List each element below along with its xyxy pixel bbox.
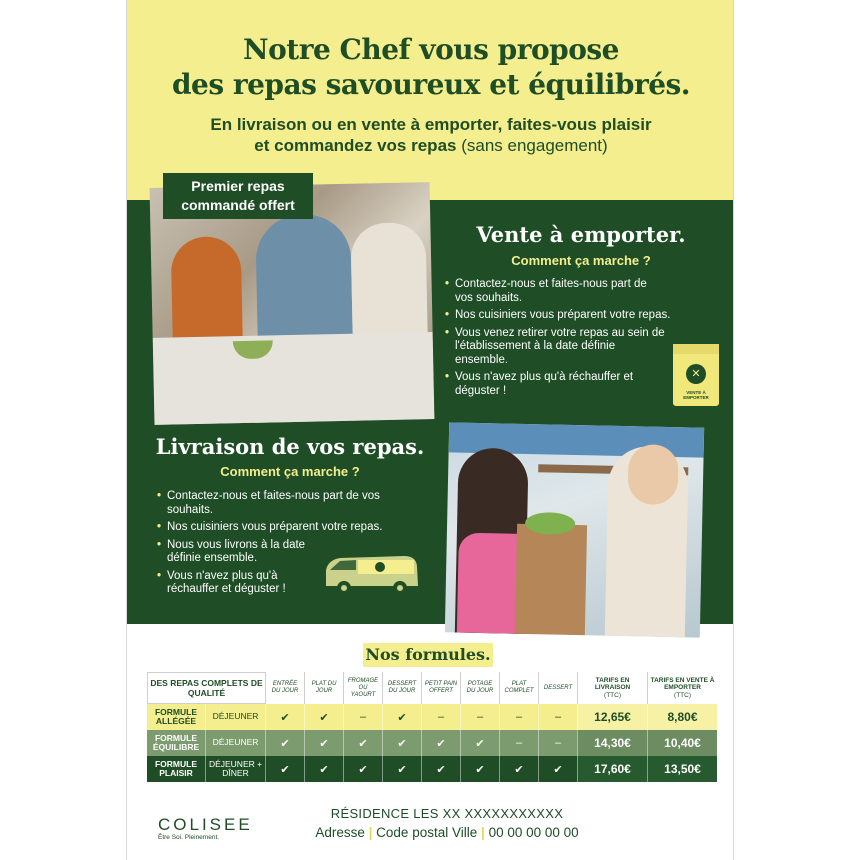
formules-table [147,672,717,782]
table-cell: ✔ [460,756,499,782]
livraison-subtitle: Comment ça marche ? [220,464,360,479]
postal-city: Code postal Ville [376,825,478,840]
address: Adresse [315,825,365,840]
column-header-livraison: TARIFS EN LIVRAISON (TTC) [577,672,647,704]
column-header: DESSERT DU JOUR [382,672,421,704]
table-cell: ✔ [538,756,577,782]
table-cell: ✔ [421,730,460,756]
table-cell: – [460,704,499,730]
cutlery-icon: ✕ [686,364,706,384]
formule-meal: DÉJEUNER [205,730,265,756]
livraison-title: Livraison de vos repas. [155,434,425,459]
list-item: • Vous venez retirer votre repas au sein de l'établissement à la date définie ensemble. [445,327,670,368]
table-cell: ✔ [421,756,460,782]
list-item: • Vous n'avez plus qu'à réchauffer et déguster ! [445,371,665,398]
table-cell: ✔ [265,704,304,730]
poster [126,0,734,860]
table-cell: ✔ [265,730,304,756]
list-item: • Contactez-nous et faites-nous part de vos souhaits. [445,278,665,305]
list-item: • Contactez-nous et faites-nous part de vos souhaits. [157,490,423,517]
table-cell: ✔ [382,704,421,730]
table-row [147,704,717,730]
phone: 00 00 00 00 00 [488,825,579,840]
table-cell: ✔ [304,730,343,756]
delivery-van-icon [322,548,422,600]
table-cell: ✔ [343,756,382,782]
column-header: POTAGE DU JOUR [460,672,499,704]
column-header-emporter: TARIFS EN VENTE À EMPORTER (TTC) [647,672,717,704]
column-header: PETIT PAIN OFFERT [421,672,460,704]
table-cell: ✔ [265,756,304,782]
price-emporter: 13,50€ [647,756,717,782]
residence-name: RÉSIDENCE LES XX XXXXXXXXXXX [330,806,564,821]
vente-steps [445,278,705,402]
table-cell: – [343,704,382,730]
formule-meal: DÉJEUNER [205,704,265,730]
table-row [147,730,717,756]
column-header: DESSERT [538,672,577,704]
table-cell: ✔ [460,730,499,756]
offer-badge: Premier repas commandé offert [163,173,313,219]
table-cell: ✔ [382,756,421,782]
address-line: Adresse | Code postal Ville | 00 00 00 00 00 [315,825,579,840]
list-item: • Nous vous livrons à la date définie ensemble. [157,539,317,566]
price-livraison: 12,65€ [577,704,647,730]
list-item: • Nos cuisiniers vous préparent votre repas. [445,309,705,323]
table-cell: – [538,730,577,756]
headline: Notre Chef vous propose des repas savoureux et équilibrés. [171,33,691,101]
table-cell: ✔ [343,730,382,756]
table-header-first: DES REPAS COMPLETS DE QUALITÉ [147,672,265,704]
price-emporter: 10,40€ [647,730,717,756]
colisee-logo: COLISEE [158,815,253,834]
vente-title: Vente à emporter. [476,222,686,247]
price-livraison: 17,60€ [577,756,647,782]
logo-tagline: Être Soi. Pleinement. [158,834,220,841]
table-header [147,672,717,704]
table-cell: – [421,704,460,730]
price-livraison: 14,30€ [577,730,647,756]
delivery-photo [445,422,704,637]
column-header: PLAT COMPLET [499,672,538,704]
table-cell: ✔ [304,704,343,730]
formules-title: Nos formules. [363,643,493,667]
column-header: FROMAGE OU YAOURT [343,672,382,704]
table-cell: ✔ [304,756,343,782]
table-cell: – [538,704,577,730]
table-cell: ✔ [499,756,538,782]
column-header: PLAT DU JOUR [304,672,343,704]
takeaway-bag-icon: ✕ VENTE À EMPORTER [673,344,719,406]
table-row [147,756,717,782]
table-cell: – [499,730,538,756]
formule-name: FORMULE PLAISIR [147,756,205,782]
list-item: • Vous n'avez plus qu'à réchauffer et déguster ! [157,570,317,597]
table-cell: – [499,704,538,730]
list-item: • Nos cuisiniers vous préparent votre repas. [157,521,423,535]
price-emporter: 8,80€ [647,704,717,730]
formule-name: FORMULE ALLÉGÉE [147,704,205,730]
table-cell: ✔ [382,730,421,756]
formule-meal: DÉJEUNER + DÎNER [205,756,265,782]
vente-subtitle: Comment ça marche ? [511,253,651,268]
formule-name: FORMULE ÉQUILIBRE [147,730,205,756]
subheadline: En livraison ou en vente à emporter, faites-vous plaisir et commandez vos repas (sans engagement) [210,115,652,155]
column-header: ENTRÉE DU JOUR [265,672,304,704]
